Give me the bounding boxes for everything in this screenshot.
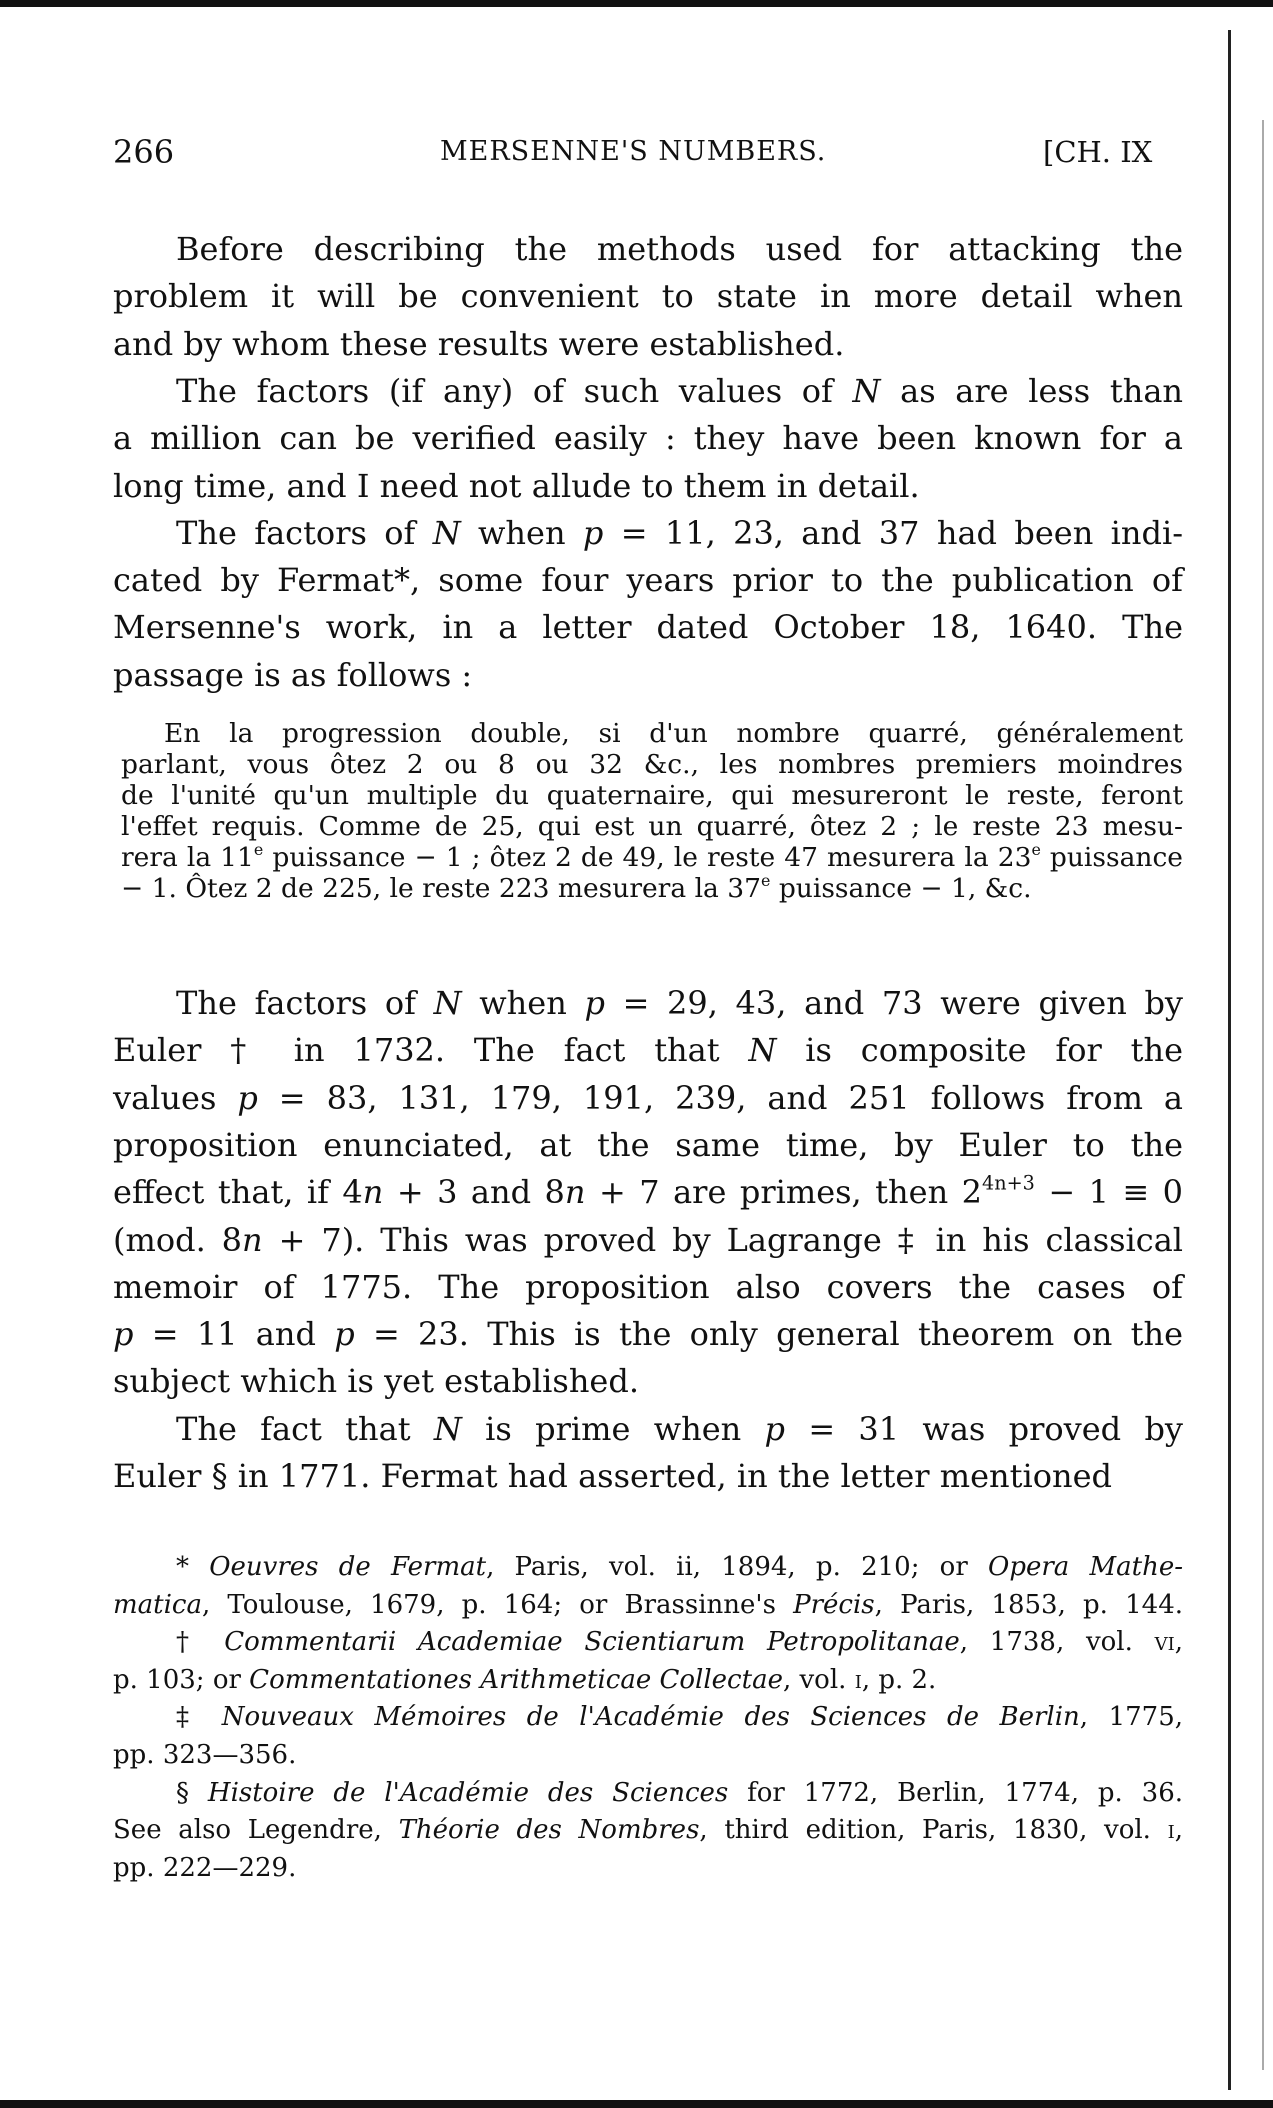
text-segment: , p. 2. (861, 1664, 937, 1695)
body-text-line (113, 1122, 1183, 1169)
text-segment: , (1174, 1627, 1183, 1658)
body-text-line (113, 1027, 1183, 1074)
text-segment: values (113, 1078, 238, 1117)
text-segment: Mersenne's work, in a letter dated October 18, 1640. The (113, 608, 1183, 647)
body-text-line (113, 321, 1183, 368)
body-text-line (176, 980, 1183, 1027)
text-segment: = 11, 23, and 37 had been indi- (603, 513, 1184, 552)
text-segment: vi (1154, 1627, 1175, 1658)
text-segment: , 1775, (1079, 1702, 1184, 1733)
scan-bottom-border (0, 2100, 1273, 2108)
text-segment: Euler † in 1732. The fact that (113, 1031, 749, 1070)
body-text-line (113, 415, 1183, 462)
text-segment: l'effet requis. Comme de 25, qui est un quarré, ôtez 2 ; le reste 23 mesu- (121, 811, 1183, 842)
quote-text-line (121, 839, 1183, 873)
text-segment: + 7 are primes, then 2 (585, 1173, 983, 1212)
text-segment: de l'unité qu'un multiple du quaternaire, qui mesureront le reste, feront (121, 780, 1183, 811)
superscript: 4n+3 (982, 1171, 1035, 1195)
page-number: 266 (113, 133, 175, 171)
note-text-line (176, 1698, 1183, 1736)
text-segment: † (176, 1627, 225, 1658)
chapter-marker: [CH. IX (1043, 135, 1153, 169)
text-segment: i (1167, 1815, 1175, 1846)
body-text-line (113, 1453, 1183, 1500)
body-text-line (176, 510, 1183, 557)
note-text-line (113, 1811, 1183, 1849)
italic-text: p (582, 513, 604, 552)
note-text-line (113, 1586, 1183, 1624)
italic-text: Commentarii Academiae Scientiarum Petropolitanae (224, 1627, 960, 1658)
body-text-line (113, 463, 1183, 510)
body-text-line (113, 1075, 1183, 1122)
text-segment: The factors of (176, 513, 433, 552)
text-segment: = 11 and (133, 1315, 335, 1354)
text-segment: pp. 323—356. (113, 1740, 297, 1770)
italic-text: p (113, 1315, 134, 1354)
text-segment: for 1772, Berlin, 1774, p. 36. (728, 1777, 1184, 1808)
note-text-line (113, 1736, 1183, 1774)
note-text-line (113, 1661, 1183, 1699)
italic-text: N (433, 1409, 462, 1448)
italic-text: Nouveaux Mémoires de l'Académie des Sciences de Berlin (221, 1702, 1080, 1733)
text-segment: and by whom these results were established. (113, 324, 845, 363)
superscript: e (1031, 839, 1041, 859)
text-segment: pp. 222—229. (113, 1852, 297, 1883)
text-segment: , (1174, 1815, 1183, 1846)
quote-text-line (121, 811, 1183, 842)
text-segment: + 7). This was proved by Lagrange ‡ in his classical (262, 1220, 1184, 1259)
italic-text: Commentationes Arithmeticae Collectae (249, 1664, 783, 1695)
text-segment: + 3 and 8 (383, 1173, 565, 1212)
body-text-line (176, 368, 1183, 415)
text-segment: § (176, 1777, 208, 1808)
text-segment: when (460, 513, 583, 552)
body-text-line (113, 273, 1183, 320)
running-title: MERSENNE'S NUMBERS. (440, 136, 827, 167)
text-segment: = 29, 43, and 73 were given by (604, 984, 1183, 1022)
adjacent-page-edge (1262, 120, 1264, 2070)
text-segment: − 1 ≡ 0 (1034, 1173, 1184, 1212)
text-segment: The fact that (176, 1409, 434, 1448)
text-segment: i (854, 1664, 862, 1695)
superscript: e (253, 839, 264, 859)
text-segment: * (176, 1552, 210, 1582)
text-segment: is composite for the (776, 1031, 1183, 1070)
text-segment: puissance − 1, &c. (770, 873, 1032, 904)
italic-text: Précis (793, 1589, 875, 1620)
text-segment: rera la 11 (121, 842, 254, 873)
italic-text: p (584, 984, 605, 1022)
text-segment: subject which is yet established. (113, 1362, 640, 1401)
italic-text: n (564, 1173, 586, 1212)
italic-text: p (237, 1078, 258, 1117)
italic-text: N (432, 513, 461, 552)
italic-text: N (852, 371, 881, 410)
text-segment: , Toulouse, 1679, p. 164; or Brassinne's (201, 1589, 794, 1620)
quote-text-line (121, 780, 1183, 811)
scan-top-border (0, 0, 1273, 7)
quote-text-line (121, 870, 1183, 904)
text-segment: = 83, 131, 179, 191, 239, and 251 follows from a (257, 1078, 1184, 1117)
body-text-line (176, 226, 1183, 273)
text-segment: = 31 was proved by (785, 1409, 1184, 1448)
italic-text: Oeuvres de Fermat (209, 1552, 487, 1582)
text-segment: The factors of (176, 984, 434, 1022)
text-segment: ‡ (176, 1702, 222, 1733)
italic-text: n (362, 1173, 384, 1212)
text-segment: , 1738, vol. (959, 1627, 1155, 1658)
text-segment: (mod. 8 (113, 1220, 243, 1259)
text-segment: The factors (if any) of such values of (176, 371, 853, 410)
body-text-line (113, 1264, 1183, 1311)
body-text-line (113, 557, 1183, 604)
body-text-line (113, 1358, 1183, 1405)
body-text-line (176, 1406, 1183, 1453)
text-segment: passage is as follows : (113, 655, 473, 694)
text-segment: En la progression double, si d'un nombre quarré, généralement (164, 718, 1183, 749)
italic-text: matica (113, 1589, 202, 1620)
italic-text: Histoire de l'Académie des Sciences (207, 1777, 729, 1808)
note-text-line (176, 1774, 1183, 1812)
text-segment: , third edition, Paris, 1830, vol. (699, 1815, 1168, 1846)
text-segment: See also Legendre, (113, 1815, 399, 1846)
body-text-line (113, 1217, 1183, 1264)
text-segment: puissance (1040, 842, 1183, 873)
text-segment: , vol. (782, 1664, 855, 1695)
note-text-line (113, 1849, 1183, 1887)
quote-text-line (121, 749, 1183, 780)
text-segment: Before describing the methods used for attacking the (176, 230, 1183, 268)
text-segment: puissance − 1 ; ôtez 2 de 49, le reste 47 mesurera la 23 (263, 842, 1032, 873)
text-segment: , Paris, 1853, p. 144. (874, 1589, 1184, 1620)
text-segment: when (461, 984, 585, 1022)
note-text-line (176, 1548, 1183, 1586)
text-segment: is prime when (461, 1409, 765, 1448)
body-text-line (113, 604, 1183, 651)
italic-text: Théorie des Nombres (398, 1815, 700, 1846)
page-binding-edge (1228, 30, 1231, 2090)
body-text-line (113, 1311, 1183, 1358)
text-segment: = 23. This is the only general theorem on the (354, 1315, 1184, 1354)
text-segment: a million can be verified easily : they have been known for a (113, 419, 1183, 458)
text-segment: problem it will be convenient to state in more detail when (113, 277, 1183, 316)
superscript: e (761, 870, 771, 890)
text-segment: p. 103; or (113, 1664, 250, 1695)
note-text-line (176, 1623, 1183, 1661)
text-segment: parlant, vous ôtez 2 ou 8 ou 32 &c., les nombres premiers moindres (121, 749, 1183, 780)
italic-text: N (433, 984, 462, 1022)
text-segment: as are less than (880, 371, 1184, 410)
text-segment: − 1. Ôtez 2 de 225, le reste 223 mesurera la 37 (121, 873, 761, 904)
text-segment: proposition enunciated, at the same time, by Euler to the (113, 1125, 1183, 1164)
italic-text: n (242, 1220, 263, 1259)
italic-text: N (748, 1031, 777, 1070)
text-segment: effect that, if 4 (113, 1173, 363, 1212)
italic-text: Opera Mathe- (988, 1552, 1183, 1582)
italic-text: p (334, 1315, 355, 1354)
text-segment: memoir of 1775. The proposition also covers the cases of (113, 1267, 1183, 1306)
text-segment: , Paris, vol. ii, 1894, p. 210; or (486, 1552, 988, 1582)
body-text-line (113, 1169, 1183, 1216)
text-segment: cated by Fermat*, some four years prior to the publication of (113, 561, 1183, 600)
italic-text: p (764, 1409, 786, 1448)
quote-text-line (164, 718, 1183, 749)
text-segment: Euler § in 1771. Fermat had asserted, in the letter mentioned (113, 1457, 1113, 1495)
text-segment: long time, and I need not allude to them in detail. (113, 466, 920, 505)
body-text-line (113, 652, 1183, 699)
